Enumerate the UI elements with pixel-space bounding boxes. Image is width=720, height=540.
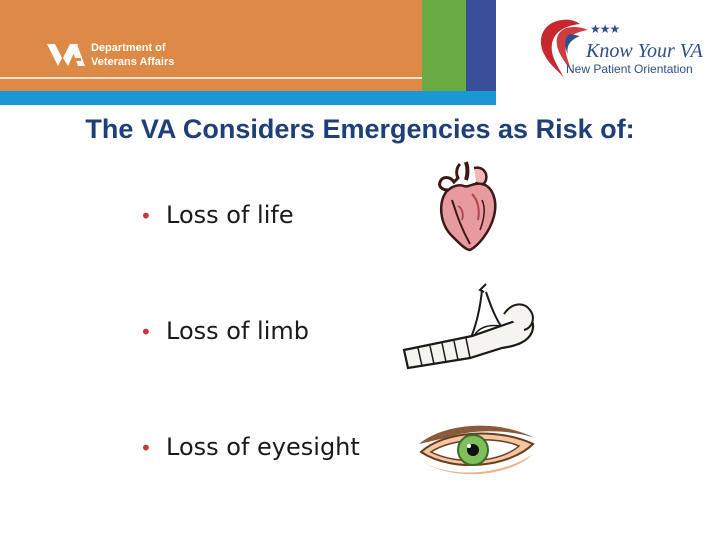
bandaged-arm-icon: [400, 280, 540, 375]
bullet-text: Loss of limb: [166, 317, 309, 345]
org-name-line2: Veterans Affairs: [91, 56, 175, 68]
eye-icon: [415, 418, 540, 480]
bullet-text: Loss of life: [166, 201, 294, 229]
program-logo-subtitle: New Patient Orientation: [566, 62, 693, 76]
header-green-band: [422, 0, 466, 91]
header-divider: [0, 77, 422, 79]
bullet-dot: •: [140, 204, 152, 228]
header-blue-band: [466, 0, 496, 91]
org-name: [91, 41, 231, 69]
va-emblem-icon: [46, 40, 86, 70]
slide-title: The VA Considers Emergencies as Risk of:: [85, 114, 635, 144]
bullet-text: Loss of eyesight: [166, 433, 360, 461]
program-logo-stars: ★★★: [590, 22, 620, 36]
bullet-dot: •: [140, 320, 152, 344]
org-name-line1: Department of: [91, 42, 166, 54]
header-cyan-band: [0, 91, 496, 105]
bullet-item: [140, 432, 360, 463]
heart-icon: [432, 160, 502, 252]
program-logo-title: Know Your VA: [586, 40, 703, 62]
bullet-dot: •: [140, 436, 152, 460]
bullet-item: [140, 200, 294, 231]
bullet-item: [140, 316, 309, 347]
